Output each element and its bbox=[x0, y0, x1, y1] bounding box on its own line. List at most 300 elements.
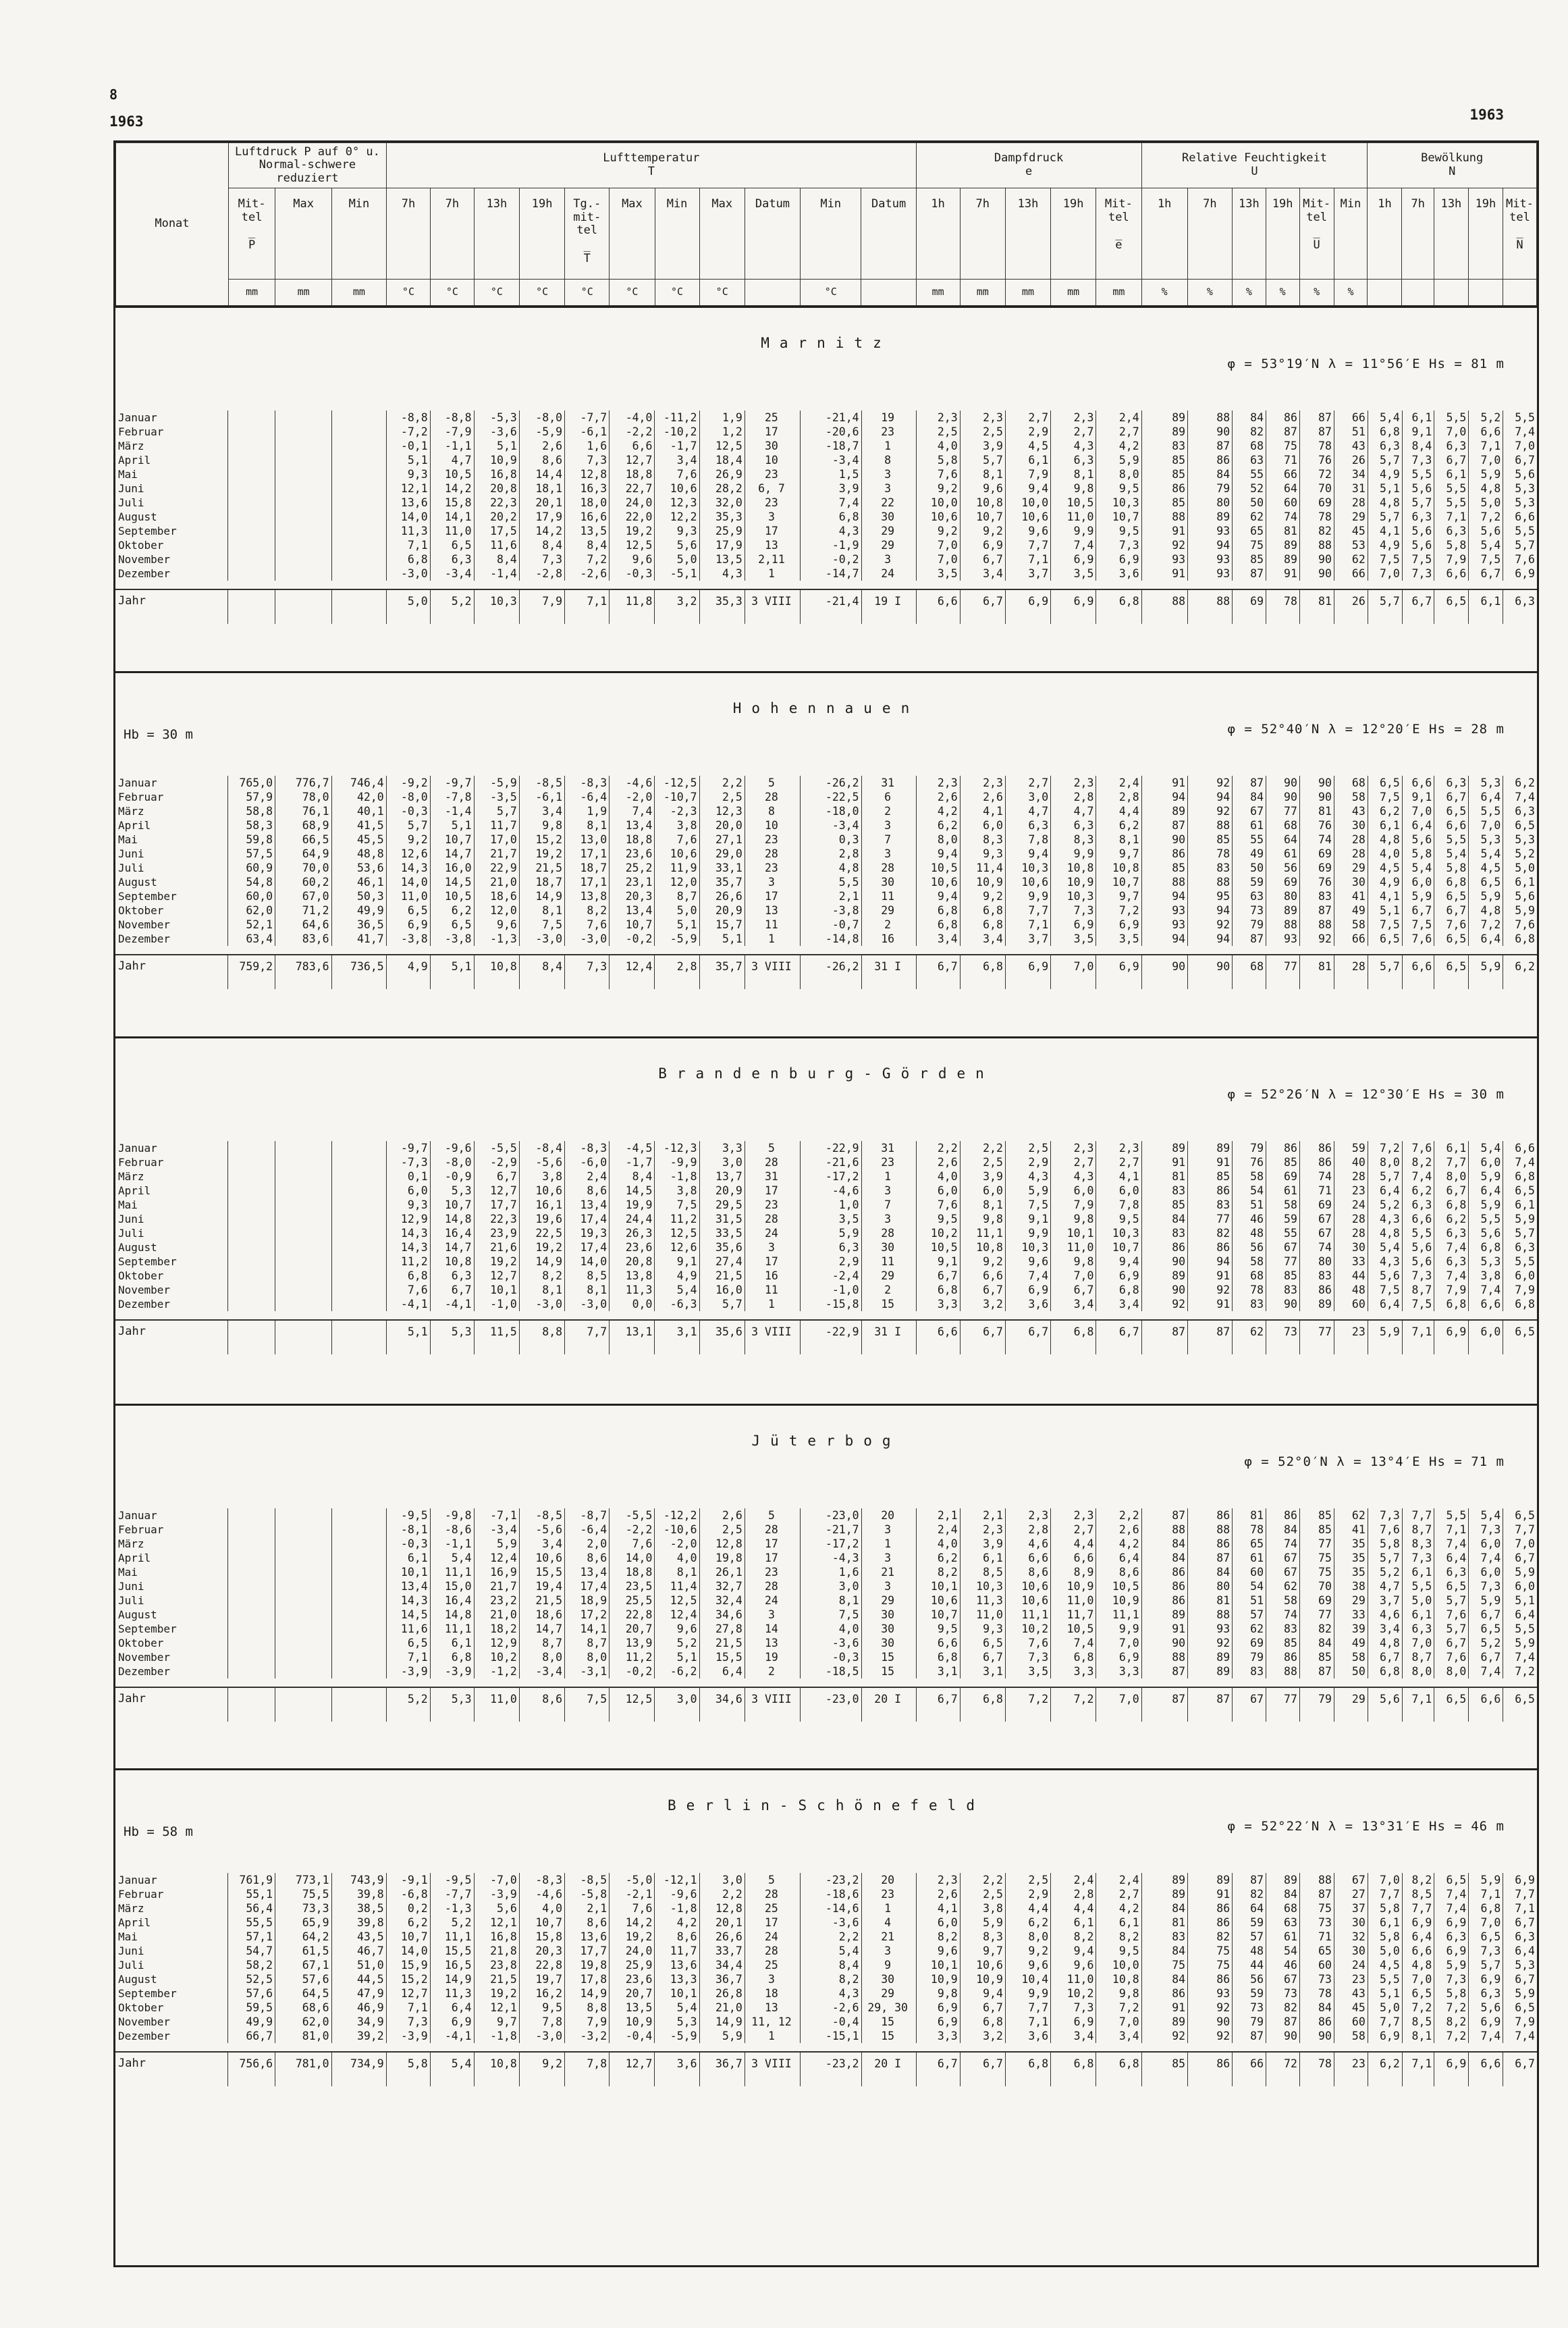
table-cell: 81 bbox=[1299, 804, 1334, 818]
table-row bbox=[115, 1972, 1537, 1986]
table-cell: 62,0 bbox=[228, 903, 275, 918]
table-cell: 74 bbox=[1266, 510, 1300, 524]
table-cell: 7,0 bbox=[1469, 818, 1503, 832]
table-cell: 7,3 bbox=[1368, 1508, 1402, 1523]
header-col-symbol: T̅ bbox=[583, 251, 591, 265]
table-cell: 73 bbox=[1299, 1915, 1334, 1930]
header-dampfdruck bbox=[916, 143, 1141, 188]
table-cell bbox=[275, 481, 331, 496]
table-cell: 8,4 bbox=[519, 955, 564, 989]
table-cell: 54,8 bbox=[228, 875, 275, 889]
table-cell: 7,4 bbox=[1469, 2029, 1503, 2043]
table-cell: 9,2 bbox=[960, 889, 1005, 903]
table-cell: -8,7 bbox=[565, 1508, 610, 1523]
table-cell: 21,5 bbox=[699, 1269, 745, 1283]
table-cell: 6,5 bbox=[1434, 1873, 1469, 1887]
header-col-label: 13h bbox=[1440, 197, 1462, 211]
table-cell: 6,3 bbox=[1503, 1240, 1537, 1254]
header-col-28 bbox=[1468, 188, 1503, 280]
table-cell: 5,9 bbox=[474, 1537, 519, 1551]
table-cell: 6,1 bbox=[1402, 411, 1434, 425]
table-cell: 3,8 bbox=[655, 1184, 699, 1198]
table-cell: 30 bbox=[861, 1972, 916, 1986]
header-unit: °C bbox=[699, 280, 745, 306]
month-label: September bbox=[118, 1255, 177, 1268]
header-col-15 bbox=[960, 188, 1005, 280]
table-cell: 87 bbox=[1233, 776, 1266, 790]
table-cell: -6,4 bbox=[565, 1523, 610, 1537]
table-cell: 22,8 bbox=[519, 1958, 564, 1972]
table-cell: 3,7 bbox=[1368, 1593, 1402, 1608]
table-cell bbox=[331, 589, 386, 624]
table-cell: 20,8 bbox=[474, 481, 519, 496]
table-cell: 12,6 bbox=[386, 847, 430, 861]
table-cell: 9,9 bbox=[1005, 1226, 1050, 1240]
table-cell: -1,7 bbox=[610, 1155, 655, 1169]
table-cell bbox=[331, 1622, 386, 1636]
table-cell: 9,6 bbox=[960, 481, 1005, 496]
table-cell: 7,0 bbox=[1096, 2015, 1141, 2029]
table-cell: 7,6 bbox=[1434, 918, 1469, 932]
table-cell: 10,7 bbox=[960, 510, 1005, 524]
table-cell bbox=[228, 439, 275, 453]
table-cell: 16,4 bbox=[430, 1226, 474, 1240]
table-cell: 58 bbox=[1334, 918, 1368, 932]
table-cell: 44 bbox=[1334, 1269, 1368, 1283]
header-col-label: Min bbox=[666, 197, 688, 211]
table-cell: 6,9 bbox=[1005, 955, 1050, 989]
table-cell: 18,0 bbox=[565, 496, 610, 510]
table-cell: 5,3 bbox=[1503, 496, 1537, 510]
table-cell: -1,3 bbox=[430, 1901, 474, 1915]
table-cell: 13,0 bbox=[565, 832, 610, 847]
table-cell: 59,5 bbox=[228, 2001, 275, 2015]
table-cell: 26,8 bbox=[699, 1986, 745, 2001]
table-cell: -8,5 bbox=[519, 776, 564, 790]
table-cell: 42,0 bbox=[331, 790, 386, 804]
table-cell: 57,6 bbox=[275, 1972, 331, 1986]
table-cell: 5,6 bbox=[474, 1901, 519, 1915]
table-cell: 6,8 bbox=[386, 552, 430, 566]
table-cell: -8,1 bbox=[386, 1523, 430, 1537]
table-cell: 88 bbox=[1141, 510, 1187, 524]
table-cell: -23,0 bbox=[801, 1508, 861, 1523]
table-cell: 3,2 bbox=[655, 589, 699, 624]
table-cell: 92 bbox=[1188, 2001, 1233, 2015]
month-label: September bbox=[118, 890, 177, 903]
table-cell: 2,3 bbox=[960, 411, 1005, 425]
table-cell: 52,5 bbox=[228, 1972, 275, 1986]
table-cell: 9,8 bbox=[916, 1986, 960, 2001]
table-cell: 6,0 bbox=[1469, 1155, 1503, 1169]
table-cell: 6 bbox=[861, 790, 916, 804]
table-cell: 8,0 bbox=[1096, 467, 1141, 481]
table-cell: 65,9 bbox=[275, 1915, 331, 1930]
table-cell: 6,2 bbox=[1096, 818, 1141, 832]
table-cell: 10,6 bbox=[916, 875, 960, 889]
table-cell: 8,7 bbox=[1402, 1523, 1434, 1537]
table-cell: 6,2 bbox=[916, 1551, 960, 1565]
table-cell: 6,8 bbox=[960, 2015, 1005, 2029]
table-cell: 6,5 bbox=[386, 1636, 430, 1650]
header-col-label: Min bbox=[348, 197, 370, 211]
table-cell: 10,1 bbox=[916, 1579, 960, 1593]
table-cell: 81 bbox=[1141, 1169, 1187, 1184]
table-cell: 63 bbox=[1233, 453, 1266, 467]
table-cell: 5,0 bbox=[386, 589, 430, 624]
station-coordinates: φ = 52°0′N λ = 13°4′E Hs = 71 m bbox=[1244, 1454, 1505, 1469]
table-cell: 55 bbox=[1233, 832, 1266, 847]
table-cell: 6,0 bbox=[916, 1184, 960, 1198]
table-cell: 38,5 bbox=[331, 1901, 386, 1915]
table-cell: 89 bbox=[1188, 1873, 1233, 1887]
table-cell bbox=[275, 1169, 331, 1184]
table-cell: 12,7 bbox=[610, 453, 655, 467]
table-cell: 23 bbox=[1334, 1972, 1368, 1986]
table-cell: 14,2 bbox=[610, 1915, 655, 1930]
table-cell: 34,4 bbox=[699, 1958, 745, 1972]
table-cell: 6,6 bbox=[1051, 1551, 1096, 1565]
table-cell: 5,7 bbox=[1434, 1593, 1469, 1608]
table-cell: 5,6 bbox=[1402, 481, 1434, 496]
table-cell: 743,9 bbox=[331, 1873, 386, 1887]
table-cell: 5,5 bbox=[1434, 411, 1469, 425]
row-spacer bbox=[115, 1678, 1537, 1687]
table-cell: 90 bbox=[1266, 2029, 1300, 2043]
table-cell: 5,3 bbox=[1503, 832, 1537, 847]
table-cell: 75,5 bbox=[275, 1887, 331, 1901]
table-cell: -0,2 bbox=[610, 932, 655, 946]
month-label: März bbox=[118, 440, 144, 452]
table-cell: 2,3 bbox=[1051, 1508, 1096, 1523]
station-name: Brandenburg-Görden bbox=[658, 1065, 994, 1082]
table-cell: 7,7 bbox=[1434, 1155, 1469, 1169]
table-cell: 62 bbox=[1233, 1622, 1266, 1636]
table-cell: 88 bbox=[1266, 918, 1300, 932]
table-cell: 82 bbox=[1233, 1887, 1266, 1901]
header-col-symbol: e̅ bbox=[1115, 238, 1123, 253]
table-cell: 69 bbox=[1299, 496, 1334, 510]
table-cell: 746,4 bbox=[331, 776, 386, 790]
header-unit: °C bbox=[387, 280, 431, 306]
table-cell: 7,6 bbox=[565, 918, 610, 932]
table-cell: 9,4 bbox=[960, 1986, 1005, 2001]
table-cell: 90 bbox=[1299, 552, 1334, 566]
table-cell bbox=[228, 1508, 275, 1523]
table-cell: 6,2 bbox=[386, 1915, 430, 1930]
table-cell bbox=[331, 1297, 386, 1311]
table-cell: -0,3 bbox=[801, 1650, 861, 1664]
table-cell: 4,7 bbox=[1005, 804, 1050, 818]
table-cell: 13,6 bbox=[655, 1958, 699, 1972]
table-cell: 7,0 bbox=[1368, 1873, 1402, 1887]
table-cell: 6,8 bbox=[916, 1650, 960, 1664]
table-cell: 7,7 bbox=[1503, 1523, 1537, 1537]
table-cell: 26,1 bbox=[699, 1565, 745, 1579]
table-cell: 7,2 bbox=[1096, 903, 1141, 918]
table-cell: 6,8 bbox=[1434, 875, 1469, 889]
month-label: Juli bbox=[118, 1959, 144, 1972]
table-cell: 85 bbox=[1299, 1523, 1334, 1537]
table-cell: 7,9 bbox=[519, 589, 564, 624]
table-cell: 86 bbox=[1299, 1283, 1334, 1297]
table-cell: 4,8 bbox=[1368, 496, 1402, 510]
table-cell: 11,0 bbox=[1051, 1240, 1096, 1254]
table-cell: 2,6 bbox=[699, 1508, 745, 1523]
table-cell: 7,3 bbox=[565, 453, 610, 467]
table-cell: 18,9 bbox=[565, 1593, 610, 1608]
table-cell: 10,2 bbox=[474, 1650, 519, 1664]
table-cell: 11,0 bbox=[1051, 1593, 1096, 1608]
table-row bbox=[115, 1944, 1537, 1958]
table-cell: 69 bbox=[1233, 589, 1266, 624]
table-cell: 7,9 bbox=[1503, 1283, 1537, 1297]
table-cell: 6,5 bbox=[1434, 932, 1469, 946]
table-cell: 86 bbox=[1188, 1537, 1233, 1551]
table-cell: 86 bbox=[1141, 847, 1187, 861]
table-cell: 8,7 bbox=[565, 1636, 610, 1650]
table-cell: 66 bbox=[1233, 2052, 1266, 2086]
table-cell: 6,7 bbox=[1503, 1915, 1537, 1930]
table-cell: 59 bbox=[1266, 1212, 1300, 1226]
table-cell: 85 bbox=[1299, 1508, 1334, 1523]
table-cell: 11,6 bbox=[474, 538, 519, 552]
table-cell: 21,7 bbox=[474, 847, 519, 861]
table-cell: 5,0 bbox=[655, 903, 699, 918]
table-cell: 10,6 bbox=[655, 847, 699, 861]
table-cell: 17 bbox=[745, 425, 800, 439]
table-cell: 66 bbox=[1334, 411, 1368, 425]
table-cell: 48 bbox=[1334, 1283, 1368, 1297]
table-cell: -8,6 bbox=[430, 1523, 474, 1537]
table-row bbox=[115, 1622, 1537, 1636]
table-cell: 7,1 bbox=[1402, 1320, 1434, 1354]
table-cell bbox=[331, 439, 386, 453]
table-cell: 6,7 bbox=[430, 1283, 474, 1297]
table-cell: 7,9 bbox=[1434, 552, 1469, 566]
table-cell: 87 bbox=[1233, 2029, 1266, 2043]
table-cell: 6,3 bbox=[1434, 1254, 1469, 1269]
table-cell: 68 bbox=[1233, 1269, 1266, 1283]
table-cell: 14,3 bbox=[386, 1593, 430, 1608]
table-cell bbox=[228, 1320, 275, 1354]
table-cell: 69 bbox=[1299, 847, 1334, 861]
table-cell: 20,7 bbox=[610, 1622, 655, 1636]
table-cell: 10,7 bbox=[519, 1915, 564, 1930]
table-cell: 46,9 bbox=[331, 2001, 386, 2015]
table-cell: 5,9 bbox=[1469, 1873, 1503, 1887]
table-cell: 6,1 bbox=[1503, 875, 1537, 889]
table-cell: 8,7 bbox=[1402, 1283, 1434, 1297]
table-cell: -0,3 bbox=[610, 566, 655, 581]
station-name: Jüterbog bbox=[751, 1433, 901, 1449]
table-cell: 25,2 bbox=[610, 861, 655, 875]
table-cell: 6,1 bbox=[1051, 1915, 1096, 1930]
table-cell: 2,1 bbox=[565, 1901, 610, 1915]
table-cell: 23,8 bbox=[474, 1958, 519, 1972]
table-cell: 8,2 bbox=[1402, 1873, 1434, 1887]
table-cell: -12,2 bbox=[655, 1508, 699, 1523]
table-cell: 7,1 bbox=[1469, 1887, 1503, 1901]
header-col-2 bbox=[331, 188, 386, 280]
table-cell: 89 bbox=[1141, 1141, 1187, 1155]
table-cell: 89 bbox=[1141, 1269, 1187, 1283]
table-cell: 6,2 bbox=[1368, 2052, 1402, 2086]
header-col-12 bbox=[801, 188, 861, 280]
table-cell: 93 bbox=[1141, 552, 1187, 566]
header-col-label: 19h bbox=[531, 197, 553, 211]
table-cell: 34,9 bbox=[331, 2015, 386, 2029]
table-cell: 84 bbox=[1266, 1523, 1300, 1537]
table-cell: 7,3 bbox=[565, 955, 610, 989]
table-cell: 10,8 bbox=[474, 2052, 519, 2086]
table-cell: 85 bbox=[1188, 1169, 1233, 1184]
table-cell: 5,5 bbox=[1434, 481, 1469, 496]
table-cell: 8,6 bbox=[519, 1687, 564, 1722]
table-cell: -22,5 bbox=[801, 790, 861, 804]
table-cell: 24,4 bbox=[610, 1212, 655, 1226]
table-cell: 84 bbox=[1266, 1887, 1300, 1901]
table-cell: 6,5 bbox=[1503, 1687, 1537, 1722]
table-cell bbox=[228, 453, 275, 467]
table-cell: 23,6 bbox=[610, 1240, 655, 1254]
table-cell: 28 bbox=[745, 1579, 800, 1593]
table-cell: 1 bbox=[861, 1169, 916, 1184]
table-cell: 13,6 bbox=[565, 1930, 610, 1944]
header-col-label: 13h bbox=[486, 197, 508, 211]
table-cell: 14,7 bbox=[430, 1240, 474, 1254]
table-cell: 89 bbox=[1266, 1873, 1300, 1887]
table-cell: -2,8 bbox=[519, 566, 564, 581]
table-cell: 5,7 bbox=[699, 1297, 745, 1311]
table-cell: 6,3 bbox=[1402, 1198, 1434, 1212]
table-cell: 33,7 bbox=[699, 1944, 745, 1958]
table-cell: 88 bbox=[1299, 918, 1334, 932]
table-cell: 8,2 bbox=[1096, 1930, 1141, 1944]
station-section bbox=[115, 671, 1537, 1036]
table-cell: 2,3 bbox=[916, 1873, 960, 1887]
table-cell: 51 bbox=[1233, 1593, 1266, 1608]
table-cell: 87 bbox=[1299, 1664, 1334, 1678]
table-cell bbox=[331, 1226, 386, 1240]
table-cell: 66 bbox=[1334, 566, 1368, 581]
table-cell: 10,3 bbox=[960, 1579, 1005, 1593]
table-cell: 5,2 bbox=[1368, 1565, 1402, 1579]
table-cell: 5,9 bbox=[801, 1226, 861, 1240]
table-cell: 28 bbox=[745, 1155, 800, 1169]
table-cell: 9,4 bbox=[1096, 1254, 1141, 1269]
table-cell: 4,4 bbox=[1005, 1901, 1050, 1915]
table-cell: 8,5 bbox=[565, 1269, 610, 1283]
table-cell: 10,1 bbox=[1051, 1226, 1096, 1240]
table-cell: 30 bbox=[861, 510, 916, 524]
table-cell: 10,1 bbox=[655, 1986, 699, 2001]
table-row bbox=[115, 1184, 1537, 1198]
table-cell: 6,7 bbox=[1503, 453, 1537, 467]
table-cell: 61 bbox=[1266, 1930, 1300, 1944]
table-cell: 71,2 bbox=[275, 903, 331, 918]
table-cell: 85 bbox=[1266, 1636, 1300, 1650]
table-cell: 6,6 bbox=[1469, 425, 1503, 439]
table-cell: 1 bbox=[745, 2029, 800, 2043]
table-cell bbox=[228, 1155, 275, 1169]
table-cell: 2,9 bbox=[1005, 1887, 1050, 1901]
table-cell: 8 bbox=[745, 804, 800, 818]
table-cell: 8,0 bbox=[519, 1650, 564, 1664]
table-cell: 7,6 bbox=[386, 1283, 430, 1297]
table-cell: 7,7 bbox=[565, 1320, 610, 1354]
table-cell: 3 bbox=[861, 481, 916, 496]
table-cell: 10,9 bbox=[916, 1972, 960, 1986]
table-cell: 83 bbox=[1299, 889, 1334, 903]
table-cell: 4,9 bbox=[1368, 467, 1402, 481]
table-cell: -23,2 bbox=[801, 2052, 861, 2086]
table-cell: -9,5 bbox=[386, 1508, 430, 1523]
table-cell: 55 bbox=[1266, 1226, 1300, 1240]
table-cell: 2,5 bbox=[699, 1523, 745, 1537]
table-cell bbox=[275, 538, 331, 552]
table-cell: 23 bbox=[745, 1198, 800, 1212]
table-cell: 6,4 bbox=[1402, 1930, 1434, 1944]
table-row bbox=[115, 847, 1537, 861]
table-cell: 13,7 bbox=[699, 1169, 745, 1184]
table-cell: 58,2 bbox=[228, 1958, 275, 1972]
table-cell: 87 bbox=[1266, 425, 1300, 439]
table-cell: 33 bbox=[1334, 1608, 1368, 1622]
table-cell: 1 bbox=[745, 932, 800, 946]
table-cell bbox=[331, 1254, 386, 1269]
table-cell: 7,0 bbox=[1096, 1636, 1141, 1650]
table-cell: 17,8 bbox=[565, 1972, 610, 1986]
table-cell: 6,5 bbox=[1434, 955, 1469, 989]
table-row bbox=[115, 918, 1537, 932]
table-cell: 9,3 bbox=[960, 847, 1005, 861]
table-cell: 7,4 bbox=[1402, 1169, 1434, 1184]
table-cell: 6,7 bbox=[1434, 1636, 1469, 1650]
table-cell: 16 bbox=[861, 932, 916, 946]
table-cell: 4 bbox=[861, 1915, 916, 1930]
table-cell: 23 bbox=[861, 1155, 916, 1169]
table-cell: 32,0 bbox=[699, 496, 745, 510]
table-cell: 23 bbox=[745, 467, 800, 481]
table-cell: 4,8 bbox=[1368, 832, 1402, 847]
table-cell: 16,4 bbox=[430, 1593, 474, 1608]
table-cell: 90 bbox=[1141, 1254, 1187, 1269]
table-cell: 1 bbox=[745, 566, 800, 581]
table-cell bbox=[331, 425, 386, 439]
table-cell: 64,9 bbox=[275, 847, 331, 861]
table-cell: 15 bbox=[861, 2029, 916, 2043]
table-cell: 29 bbox=[861, 1593, 916, 1608]
header-unit bbox=[1402, 280, 1434, 306]
table-cell: 3,3 bbox=[916, 2029, 960, 2043]
table-cell: 12,7 bbox=[386, 1986, 430, 2001]
table-cell bbox=[275, 1687, 331, 1722]
table-cell: 80 bbox=[1299, 1254, 1334, 1269]
table-cell: 2,9 bbox=[1005, 425, 1050, 439]
header-unit: mm bbox=[228, 280, 275, 306]
table-cell: 5,4 bbox=[655, 1283, 699, 1297]
table-cell: 7,2 bbox=[1096, 2001, 1141, 2015]
table-cell: 27,1 bbox=[699, 832, 745, 847]
table-cell: 67,1 bbox=[275, 1958, 331, 1972]
table-cell: -7,9 bbox=[430, 425, 474, 439]
table-cell: 88 bbox=[1141, 1650, 1187, 1664]
table-cell: 22 bbox=[861, 496, 916, 510]
table-cell: 6,6 bbox=[916, 589, 960, 624]
table-cell bbox=[228, 1565, 275, 1579]
table-cell: 87 bbox=[1299, 903, 1334, 918]
